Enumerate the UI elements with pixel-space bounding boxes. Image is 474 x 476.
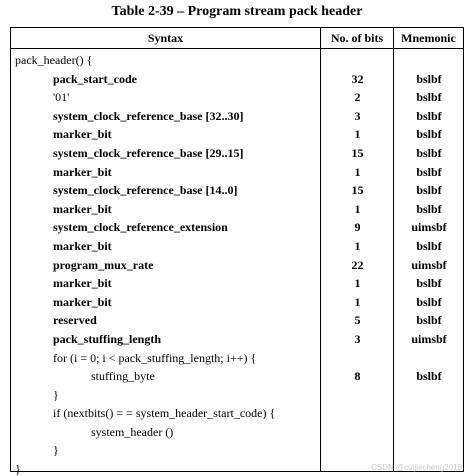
bits-cell: 9 bbox=[354, 220, 361, 235]
syntax-cell: system_clock_reference_base [32..30] bbox=[53, 108, 244, 123]
syntax-cell: marker_bit bbox=[53, 201, 112, 216]
mnemonic-cell: bslbf bbox=[416, 127, 442, 142]
table-row bbox=[11, 274, 463, 293]
table-row bbox=[11, 349, 463, 368]
bits-cell: 32 bbox=[351, 71, 364, 86]
bits-cell: 1 bbox=[354, 201, 361, 216]
mnemonic-cell: bslbf bbox=[416, 294, 442, 309]
bits-cell: 1 bbox=[354, 238, 361, 253]
syntax-cell: for (i = 0; i < pack_stuffing_length; i++) { bbox=[53, 350, 257, 365]
syntax-cell: marker_bit bbox=[53, 238, 112, 253]
syntax-cell: system_header () bbox=[91, 424, 174, 439]
table-row bbox=[11, 367, 463, 386]
syntax-cell: system_clock_reference_base [29..15] bbox=[53, 145, 244, 160]
syntax-cell: pack_start_code bbox=[53, 71, 137, 86]
table-row bbox=[11, 125, 463, 144]
syntax-cell: system_clock_reference_extension bbox=[53, 220, 228, 235]
header-syntax: Syntax bbox=[147, 31, 184, 45]
syntax-cell: marker_bit bbox=[53, 294, 112, 309]
syntax-cell: } bbox=[15, 462, 21, 476]
mnemonic-cell: uimsbf bbox=[411, 220, 447, 235]
syntax-cell: program_mux_rate bbox=[53, 257, 154, 272]
mnemonic-cell: bslbf bbox=[416, 369, 442, 384]
syntax-cell: if (nextbits() = = system_header_start_code) { bbox=[53, 406, 276, 421]
syntax-cell: reserved bbox=[53, 313, 97, 328]
table-body bbox=[11, 51, 463, 476]
table-row bbox=[11, 218, 463, 237]
bits-cell: 22 bbox=[351, 257, 364, 272]
mnemonic-cell: bslbf bbox=[416, 238, 442, 253]
mnemonic-cell: bslbf bbox=[416, 183, 442, 198]
watermark: CSDN @cuijiecheng2018 bbox=[371, 463, 462, 472]
syntax-cell: stuffing_byte bbox=[91, 369, 155, 384]
table-row bbox=[11, 404, 463, 423]
bits-cell: 1 bbox=[354, 127, 361, 142]
bits-cell: 3 bbox=[354, 331, 361, 346]
syntax-cell: '01' bbox=[53, 90, 70, 105]
table-row bbox=[11, 70, 463, 89]
table-row bbox=[11, 441, 463, 460]
table-row bbox=[11, 330, 463, 349]
table-row bbox=[11, 293, 463, 312]
syntax-cell: } bbox=[53, 443, 59, 458]
mnemonic-cell: uimsbf bbox=[411, 331, 447, 346]
bits-cell: 1 bbox=[354, 294, 361, 309]
mnemonic-cell: bslbf bbox=[416, 90, 442, 105]
table-row bbox=[11, 311, 463, 330]
table-row bbox=[11, 163, 463, 182]
table-row bbox=[11, 144, 463, 163]
bits-cell: 1 bbox=[354, 276, 361, 291]
mnemonic-cell: bslbf bbox=[416, 145, 442, 160]
table-title: Table 2-39 – Program stream pack header bbox=[111, 4, 363, 19]
bits-cell: 15 bbox=[351, 145, 364, 160]
table-row bbox=[11, 107, 463, 126]
mnemonic-cell: bslbf bbox=[416, 313, 442, 328]
syntax-table bbox=[10, 27, 464, 476]
table-row bbox=[11, 51, 463, 70]
bits-cell: 8 bbox=[354, 369, 361, 384]
bits-cell: 1 bbox=[354, 164, 361, 179]
table-header-row bbox=[11, 28, 463, 49]
mnemonic-cell: bslbf bbox=[416, 276, 442, 291]
mnemonic-cell: bslbf bbox=[416, 108, 442, 123]
mnemonic-cell: bslbf bbox=[416, 164, 442, 179]
syntax-cell: marker_bit bbox=[53, 276, 112, 291]
syntax-cell: pack_stuffing_length bbox=[53, 331, 162, 346]
mnemonic-cell: bslbf bbox=[416, 71, 442, 86]
bits-cell: 2 bbox=[354, 90, 361, 105]
header-mnemonic: Mnemonic bbox=[401, 31, 456, 45]
bits-cell: 3 bbox=[354, 108, 361, 123]
table-row bbox=[11, 181, 463, 200]
syntax-cell: } bbox=[53, 387, 59, 402]
syntax-cell: marker_bit bbox=[53, 127, 112, 142]
table-row bbox=[11, 237, 463, 256]
table-row bbox=[11, 200, 463, 219]
table-row bbox=[11, 386, 463, 405]
mnemonic-cell: uimsbf bbox=[411, 257, 447, 272]
table-row bbox=[11, 423, 463, 442]
bits-cell: 5 bbox=[354, 313, 361, 328]
syntax-cell: system_clock_reference_base [14..0] bbox=[53, 183, 238, 198]
mnemonic-cell: bslbf bbox=[416, 201, 442, 216]
table-row bbox=[11, 256, 463, 275]
syntax-cell: marker_bit bbox=[53, 164, 112, 179]
table-row bbox=[11, 88, 463, 107]
syntax-cell: pack_header() { bbox=[15, 53, 93, 67]
header-no-of-bits: No. of bits bbox=[330, 31, 384, 45]
bits-cell: 15 bbox=[351, 183, 364, 198]
